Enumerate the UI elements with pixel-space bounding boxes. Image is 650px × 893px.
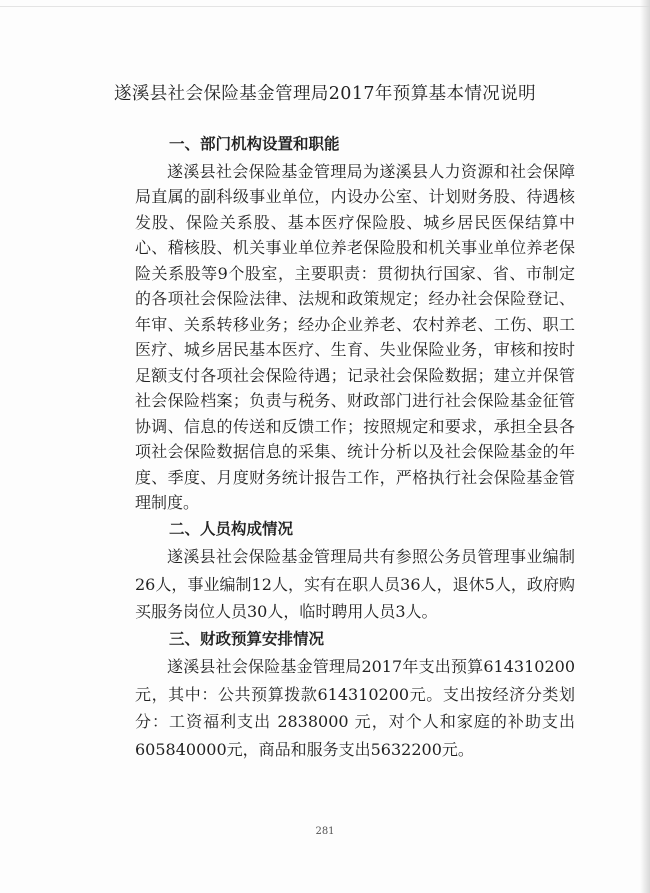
section-heading-2: 二、人员构成情况 (169, 519, 294, 538)
section-heading-3: 三、财政预算安排情况 (169, 629, 325, 648)
section-paragraph-3: 遂溪县社会保险基金管理局2017年支出预算614310200元，其中：公共预算拨款614310200元。支出按经济分类划分：工资福利支出 2838000 元，对个人和家庭的补助支出605840000元，商品和服务支出5632200元。 (135, 657, 575, 759)
document-title: 遂溪县社会保险基金管理局2017年预算基本情况说明 (113, 84, 537, 104)
scan-edge-shadow (640, 0, 650, 893)
section-paragraph-1: 遂溪县社会保险基金管理局为遂溪县人力资源和社会保障局直属的副科级事业单位，内设办公室、计划财务股、待遇核发股、保险关系股、基本医疗保险股、城乡居民医保结算中心、稽核股、机关事业单位养老保险股和机关事业单位养老保险关系股等9个股室，主要职责：贯彻执行国家、省、市制定的各项社会保险法律、法规和政策规定；经办社会保险登记、年审、关系转移业务；经办企业养老、农村养老、工伤、职工医疗、城乡居民基本医疗、生育、失业保险业务，审核和按时足额支付各项社会保险待遇；记录社会保险数据；建立并保管社会保险档案；负责与税务、财政部门进行社会保险基金征管协调、信息的传送和反馈工作；按照规定和要求，承担全县各项社会保险数据信息的采集、统计分析以及社会保险基金的年度、季度、月度财务统计报告工作，严格执行社会保险基金管理制度。 (135, 161, 575, 512)
scan-top-edge (0, 6, 650, 7)
section-heading-1: 一、部门机构设置和职能 (169, 135, 340, 153)
document-body (135, 131, 575, 763)
page-number: 281 (315, 826, 335, 837)
section-paragraph-2: 遂溪县社会保险基金管理局共有参照公务员管理事业编制26人，事业编制12人，实有在职人员36人，退休5人，政府购买服务岗位人员30人，临时聘用人员3人。 (135, 547, 575, 621)
